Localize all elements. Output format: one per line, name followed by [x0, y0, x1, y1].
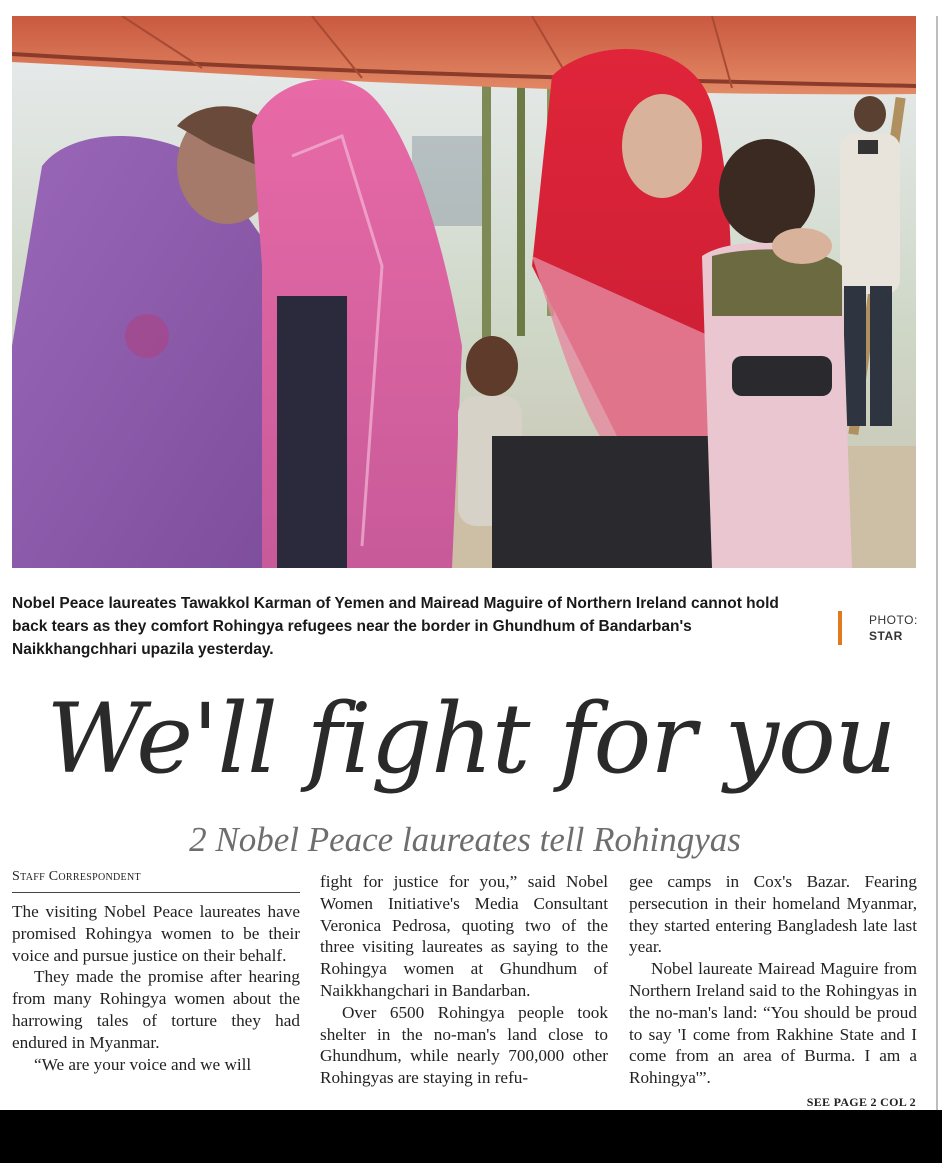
paragraph: Nobel laureate Mairead Maguire from Northern Ireland said to the Rohingyas in the no-man's land: “You should be proud to say 'I come from Rakhine State and I come from an area of Burma. I am a Rohingya'”. [629, 959, 917, 1088]
paragraph: Over 6500 Rohingya people took shelter in the no-man's land close to Ghundhum, while nearly 700,000 other Rohingyas are staying in refu- [320, 1002, 608, 1088]
paragraph: gee camps in Cox's Bazar. Fearing persecution in their homeland Myanmar, they started entering Bangladesh late last year. [629, 872, 917, 957]
news-photo [12, 16, 916, 568]
photo-credit-source: STAR [869, 629, 903, 643]
headline: We'll fight for you [46, 683, 896, 795]
photo-credit-label: PHOTO: [869, 613, 918, 627]
article-column-3 [629, 871, 917, 1089]
paragraph: “We are your voice and we will [34, 1054, 252, 1074]
article-column-1 [12, 868, 300, 1075]
page-edge-rule [936, 16, 938, 1110]
paragraph: The visiting Nobel Peace laureates have promised Rohingya women to be their voice and pursue justice on their behalf. [12, 902, 300, 965]
continuation-link[interactable]: SEE PAGE 2 COL 2 [806, 1095, 916, 1109]
paragraph: They made the promise after hearing from many Rohingya women about the harrowing tales of torture they had endured in Myanmar. [12, 967, 300, 1052]
credit-divider [838, 611, 842, 645]
photo-illustration [12, 16, 916, 568]
photo-caption: Nobel Peace laureates Tawakkol Karman of Yemen and Mairead Maguire of Northern Ireland cannot hold back tears as they comfort Rohingya refugees near the border in Ghundhum of Bandarban's Naikkhangchhari upazila yesterday. [12, 595, 779, 658]
article-column-2 [320, 871, 608, 1089]
paragraph: fight for justice for you,” said Nobel Women Initiative's Media Consultant Veronica Pedrosa, quoting two of the three visiting laureates as saying to the Rohingya women at Ghundhum of Naikkhangchari in Bandarban. [320, 872, 608, 1000]
subheadline: 2 Nobel Peace laureates tell Rohingyas [189, 820, 741, 859]
byline: Staff Correspondent [12, 868, 300, 893]
